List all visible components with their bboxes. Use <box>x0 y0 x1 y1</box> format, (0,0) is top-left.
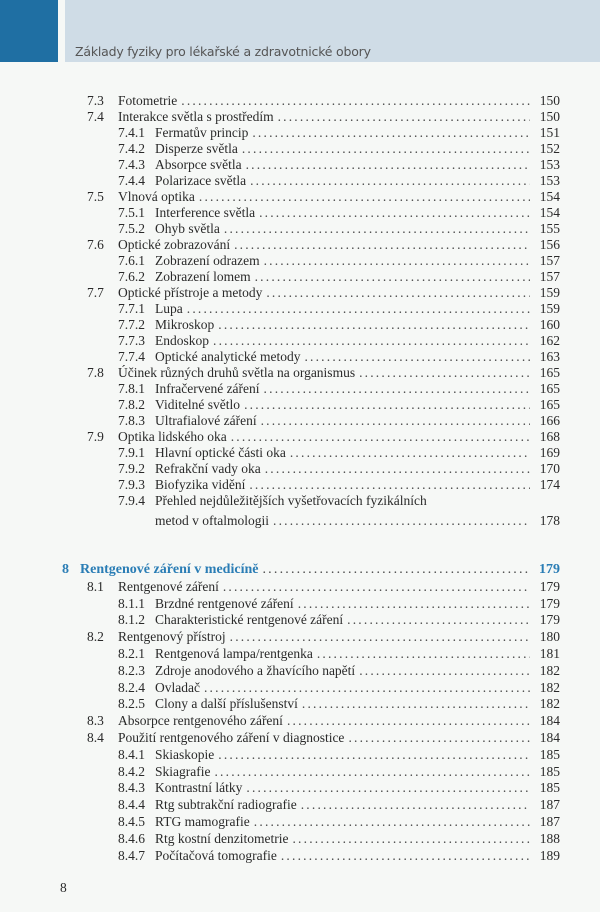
dot-leader <box>290 445 560 461</box>
toc-entry[interactable] <box>0 730 600 747</box>
dot-leader <box>246 157 560 173</box>
toc-entry-page: 165 <box>530 397 560 413</box>
toc-entry-page: 185 <box>530 780 560 797</box>
toc-entry-number: 7.3 <box>87 93 104 108</box>
toc-entry-page: 157 <box>530 253 560 269</box>
toc-entry[interactable] <box>0 333 600 349</box>
toc-entry[interactable] <box>0 680 600 697</box>
toc-entry-number: 8 <box>62 562 69 577</box>
dot-leader <box>348 730 560 747</box>
dot-leader <box>292 831 560 848</box>
toc-entry[interactable] <box>0 596 600 613</box>
toc-entry-title: Infračervené záření <box>155 381 260 396</box>
toc-entry[interactable] <box>0 381 600 397</box>
toc-entry-number: 7.7.3 <box>118 333 145 348</box>
toc-entry-number: 8.1.2 <box>118 612 145 628</box>
dot-leader <box>301 797 560 814</box>
dot-leader <box>304 349 560 365</box>
dot-leader <box>254 814 560 831</box>
toc-entry-title: Polarizace světla <box>155 173 247 188</box>
toc-entry-number: 8.2.5 <box>118 696 145 712</box>
toc-entry[interactable] <box>0 696 600 713</box>
toc-entry[interactable] <box>0 253 600 269</box>
toc-entry-title: Optické zobrazování <box>118 237 231 252</box>
toc-entry-page: 152 <box>530 141 560 157</box>
toc-entry[interactable] <box>0 461 600 477</box>
toc-entry-page: 150 <box>530 109 560 125</box>
dot-leader <box>264 381 560 397</box>
toc-entry-number: 8.4.3 <box>118 780 145 796</box>
toc-entry-page: 181 <box>530 646 560 663</box>
toc-entry-page: 162 <box>530 333 560 349</box>
toc-entry[interactable] <box>0 285 600 301</box>
dot-leader <box>246 780 560 797</box>
toc-entry[interactable] <box>0 141 600 157</box>
toc-entry[interactable] <box>0 445 600 461</box>
toc-entry-number: 7.9.2 <box>118 461 145 476</box>
running-header-title: Základy fyziky pro lékařské a zdravotnické obory <box>75 44 371 59</box>
toc-entry-title: Fermatův princip <box>155 125 249 140</box>
toc-entry[interactable] <box>0 205 600 221</box>
toc-entry[interactable] <box>0 814 600 831</box>
toc-entry-page: 165 <box>530 365 560 381</box>
dot-leader <box>244 397 560 413</box>
dot-leader <box>262 562 560 579</box>
toc-entry-number: 8.1 <box>87 578 104 594</box>
toc-entry-number: 7.9 <box>87 429 104 444</box>
toc-entry-page: 180 <box>530 629 560 646</box>
toc-entry[interactable] <box>0 780 600 797</box>
toc-entry-page: 159 <box>530 301 560 317</box>
toc-entry-page: 182 <box>530 696 560 713</box>
toc-entry-title: Charakteristické rentgenové záření <box>155 612 344 628</box>
toc-entry-title: Lupa <box>155 301 183 316</box>
toc-entry[interactable] <box>0 317 600 333</box>
toc-entry-number: 7.9.1 <box>118 445 145 460</box>
toc-entry-page: 179 <box>530 562 560 579</box>
toc-entry-title: Endoskop <box>155 333 209 348</box>
toc-entry-page: 189 <box>530 848 560 865</box>
toc-entry-page: 156 <box>530 237 560 253</box>
toc-entry-number: 8.2.1 <box>118 645 145 661</box>
toc-entry[interactable] <box>0 848 600 865</box>
dot-leader <box>187 301 560 317</box>
toc-entry-title: Rentgenové záření <box>118 578 219 594</box>
toc-entry-number: 8.4.7 <box>118 847 145 863</box>
toc-entry-number: 8.2.3 <box>118 662 145 678</box>
toc-chapter-entry[interactable] <box>0 562 600 579</box>
toc-entry-number: 8.2.4 <box>118 679 145 695</box>
toc-entry[interactable] <box>0 221 600 237</box>
toc-entry-page: 178 <box>530 509 560 533</box>
toc-entry[interactable] <box>0 509 600 530</box>
dot-leader <box>273 509 560 533</box>
toc-entry-number: 7.9.3 <box>118 477 145 492</box>
toc-entry-title: Zobrazení odrazem <box>155 253 260 268</box>
toc-entry-title: Použití rentgenového záření v diagnostice <box>118 729 345 745</box>
toc-entry-number: 7.6 <box>87 237 104 252</box>
toc-entry[interactable] <box>0 831 600 848</box>
toc-entry-number: 7.4.2 <box>118 141 145 156</box>
toc-entry-page: 154 <box>530 189 560 205</box>
dot-leader <box>259 205 560 221</box>
dot-leader <box>214 764 560 781</box>
toc-entry-page: 182 <box>530 680 560 697</box>
toc-entry[interactable] <box>0 189 600 205</box>
toc-entry-title: Počítačová tomografie <box>155 847 277 863</box>
toc-entry-page: 169 <box>530 445 560 461</box>
toc-entry-title: Interference světla <box>155 205 256 220</box>
toc-entry-number: 7.7 <box>87 285 104 300</box>
toc-entry-number: 8.2 <box>87 629 104 645</box>
toc-entry[interactable] <box>0 269 600 285</box>
toc-entry-page: 150 <box>530 93 560 109</box>
toc-entry[interactable] <box>0 301 600 317</box>
toc-entry-page: 182 <box>530 663 560 680</box>
dot-leader <box>266 285 560 301</box>
toc-entry[interactable] <box>0 713 600 730</box>
dot-leader <box>230 629 560 646</box>
dot-leader <box>255 269 560 285</box>
toc-entry-title: Absorpce rentgenového záření <box>118 713 283 729</box>
dot-leader <box>242 141 560 157</box>
toc-entry-page: 187 <box>530 814 560 831</box>
dot-leader <box>218 317 560 333</box>
toc-entry-number: 8.3 <box>87 713 104 729</box>
dot-leader <box>264 253 560 269</box>
toc-entry-title: Ultrafialové záření <box>155 413 257 428</box>
toc-entry-page: 163 <box>530 349 560 365</box>
dot-leader <box>302 696 560 713</box>
toc-entry-page: 179 <box>530 579 560 596</box>
toc-entry-page: 166 <box>530 413 560 429</box>
dot-leader <box>298 596 560 613</box>
dot-leader <box>234 237 560 253</box>
table-of-contents-part-2 <box>0 562 600 864</box>
toc-entry[interactable] <box>0 477 600 493</box>
dot-leader <box>218 747 560 764</box>
toc-entry-number: 7.4 <box>87 109 104 124</box>
toc-entry-page: 184 <box>530 713 560 730</box>
toc-entry-number: 8.4 <box>87 729 104 745</box>
dot-leader <box>347 612 560 629</box>
toc-entry-number: 7.8.3 <box>118 413 145 428</box>
toc-entry-title: Rtg kostní denzitometrie <box>155 830 289 846</box>
toc-entry-page: 151 <box>530 125 560 141</box>
dot-leader <box>223 579 560 596</box>
toc-entry-title: Refrakční vady oka <box>155 461 261 476</box>
toc-entry[interactable] <box>0 764 600 781</box>
toc-entry[interactable] <box>0 237 600 253</box>
toc-entry-title: Interakce světla s prostředím <box>118 109 274 124</box>
dot-leader <box>249 477 560 493</box>
toc-entry-number: 7.5.1 <box>118 205 145 220</box>
toc-entry-number: 7.8.2 <box>118 397 145 412</box>
toc-entry-number: 7.8.1 <box>118 381 145 396</box>
toc-entry-page: 170 <box>530 461 560 477</box>
toc-entry-page: 179 <box>530 612 560 629</box>
toc-entry-page: 185 <box>530 764 560 781</box>
toc-entry-title: Přehled nejdůležitějších vyšetřovacích fyzikálních <box>155 493 427 508</box>
toc-entry-title: Zdroje anodového a žhavícího napětí <box>155 662 356 678</box>
dot-leader <box>287 713 560 730</box>
toc-entry-number: 7.7.2 <box>118 317 145 332</box>
toc-entry-number: 8.4.1 <box>118 746 145 762</box>
toc-entry[interactable] <box>0 747 600 764</box>
toc-entry-page: 159 <box>530 285 560 301</box>
toc-entry[interactable] <box>0 125 600 141</box>
toc-entry-title: Clony a další příslušenství <box>155 696 298 712</box>
toc-entry[interactable] <box>0 93 600 109</box>
toc-entry-title: Ovladač <box>155 679 200 695</box>
toc-entry-title: Skiagrafie <box>155 763 211 779</box>
toc-entry-number: 7.7.1 <box>118 301 145 316</box>
toc-entry-number: 7.7.4 <box>118 349 145 364</box>
toc-entry[interactable] <box>0 579 600 596</box>
toc-entry-title: Biofyzika vidění <box>155 477 246 492</box>
toc-entry-number: 7.8 <box>87 365 104 380</box>
toc-entry-title: Rtg subtrakční radiografie <box>155 797 297 813</box>
dot-leader <box>261 413 560 429</box>
toc-entry-number: 7.5 <box>87 189 104 204</box>
toc-entry-title: metod v oftalmologii <box>155 513 269 528</box>
dot-leader <box>231 429 560 445</box>
toc-entry-number: 8.4.4 <box>118 797 145 813</box>
toc-entry-title: Brzdné rentgenové záření <box>155 595 294 611</box>
toc-entry-number: 7.6.1 <box>118 253 145 268</box>
toc-entry-number: 7.4.4 <box>118 173 145 188</box>
dot-leader <box>281 848 560 865</box>
toc-entry-page: 188 <box>530 831 560 848</box>
toc-entry[interactable] <box>0 612 600 629</box>
toc-entry-title: Absorpce světla <box>155 157 242 172</box>
toc-entry[interactable] <box>0 493 600 509</box>
toc-entry-title: Viditelné světlo <box>155 397 241 412</box>
toc-entry-title: Fotometrie <box>118 93 178 108</box>
toc-entry-title: Účinek různých druhů světla na organismus <box>118 365 356 380</box>
toc-entry-page: 174 <box>530 477 560 493</box>
dot-leader <box>224 221 560 237</box>
toc-entry-page: 160 <box>530 317 560 333</box>
toc-entry-title: Optické přístroje a metody <box>118 285 263 300</box>
toc-entry[interactable] <box>0 413 600 429</box>
toc-entry-number: 7.6.2 <box>118 269 145 284</box>
toc-entry-number: 7.4.1 <box>118 125 145 140</box>
toc-entry-title: RTG mamografie <box>155 813 250 829</box>
toc-entry-title: Disperze světla <box>155 141 238 156</box>
dot-leader <box>250 173 560 189</box>
toc-entry-number: 7.9.4 <box>118 493 145 508</box>
toc-entry-title: Mikroskop <box>155 317 215 332</box>
toc-entry-page: 179 <box>530 596 560 613</box>
toc-entry[interactable] <box>0 663 600 680</box>
toc-entry-title: Hlavní optické části oka <box>155 445 286 460</box>
toc-entry[interactable] <box>0 173 600 189</box>
toc-entry-number: 7.5.2 <box>118 221 145 236</box>
header-color-block <box>0 0 58 62</box>
dot-leader <box>252 125 560 141</box>
toc-entry-page: 187 <box>530 797 560 814</box>
toc-entry[interactable] <box>0 157 600 173</box>
toc-entry[interactable] <box>0 797 600 814</box>
toc-entry-title: Optické analytické metody <box>155 349 301 364</box>
toc-entry-page: 154 <box>530 205 560 221</box>
toc-entry-page: 184 <box>530 730 560 747</box>
toc-entry[interactable] <box>0 629 600 646</box>
dot-leader <box>278 109 560 125</box>
toc-entry-number: 7.4.3 <box>118 157 145 172</box>
toc-entry-page: 153 <box>530 157 560 173</box>
toc-entry[interactable] <box>0 109 600 125</box>
toc-entry-page: 185 <box>530 747 560 764</box>
toc-entry-title: Rentgenová lampa/rentgenka <box>155 645 313 661</box>
page-number: 8 <box>60 880 67 895</box>
toc-entry-title: Rentgenové záření v medicíně <box>80 562 259 577</box>
dot-leader <box>213 333 560 349</box>
table-of-contents-part-1 <box>0 93 600 530</box>
toc-entry[interactable] <box>0 429 600 445</box>
toc-entry-number: 8.1.1 <box>118 595 145 611</box>
dot-leader <box>317 646 560 663</box>
toc-entry-title: Vlnová optika <box>118 189 195 204</box>
toc-entry-title: Skiaskopie <box>155 746 215 762</box>
toc-entry[interactable] <box>0 646 600 663</box>
dot-leader <box>199 189 560 205</box>
toc-entry-title: Ohyb světla <box>155 221 220 236</box>
dot-leader <box>181 93 560 109</box>
toc-entry-number: 8.4.2 <box>118 763 145 779</box>
toc-entry[interactable] <box>0 397 600 413</box>
toc-entry-title: Optika lidského oka <box>118 429 227 444</box>
toc-entry-page: 153 <box>530 173 560 189</box>
toc-entry-page: 165 <box>530 381 560 397</box>
toc-entry-page: 157 <box>530 269 560 285</box>
toc-entry-title: Zobrazení lomem <box>155 269 251 284</box>
toc-entry[interactable] <box>0 365 600 381</box>
toc-entry-page: 168 <box>530 429 560 445</box>
toc-entry-number: 8.4.6 <box>118 830 145 846</box>
toc-entry-title: Rentgenový přístroj <box>118 629 226 645</box>
toc-entry-title: Kontrastní látky <box>155 780 243 796</box>
dot-leader <box>265 461 560 477</box>
dot-leader <box>204 680 560 697</box>
toc-entry-number: 8.4.5 <box>118 813 145 829</box>
toc-entry-page: 155 <box>530 221 560 237</box>
toc-entry[interactable] <box>0 349 600 365</box>
